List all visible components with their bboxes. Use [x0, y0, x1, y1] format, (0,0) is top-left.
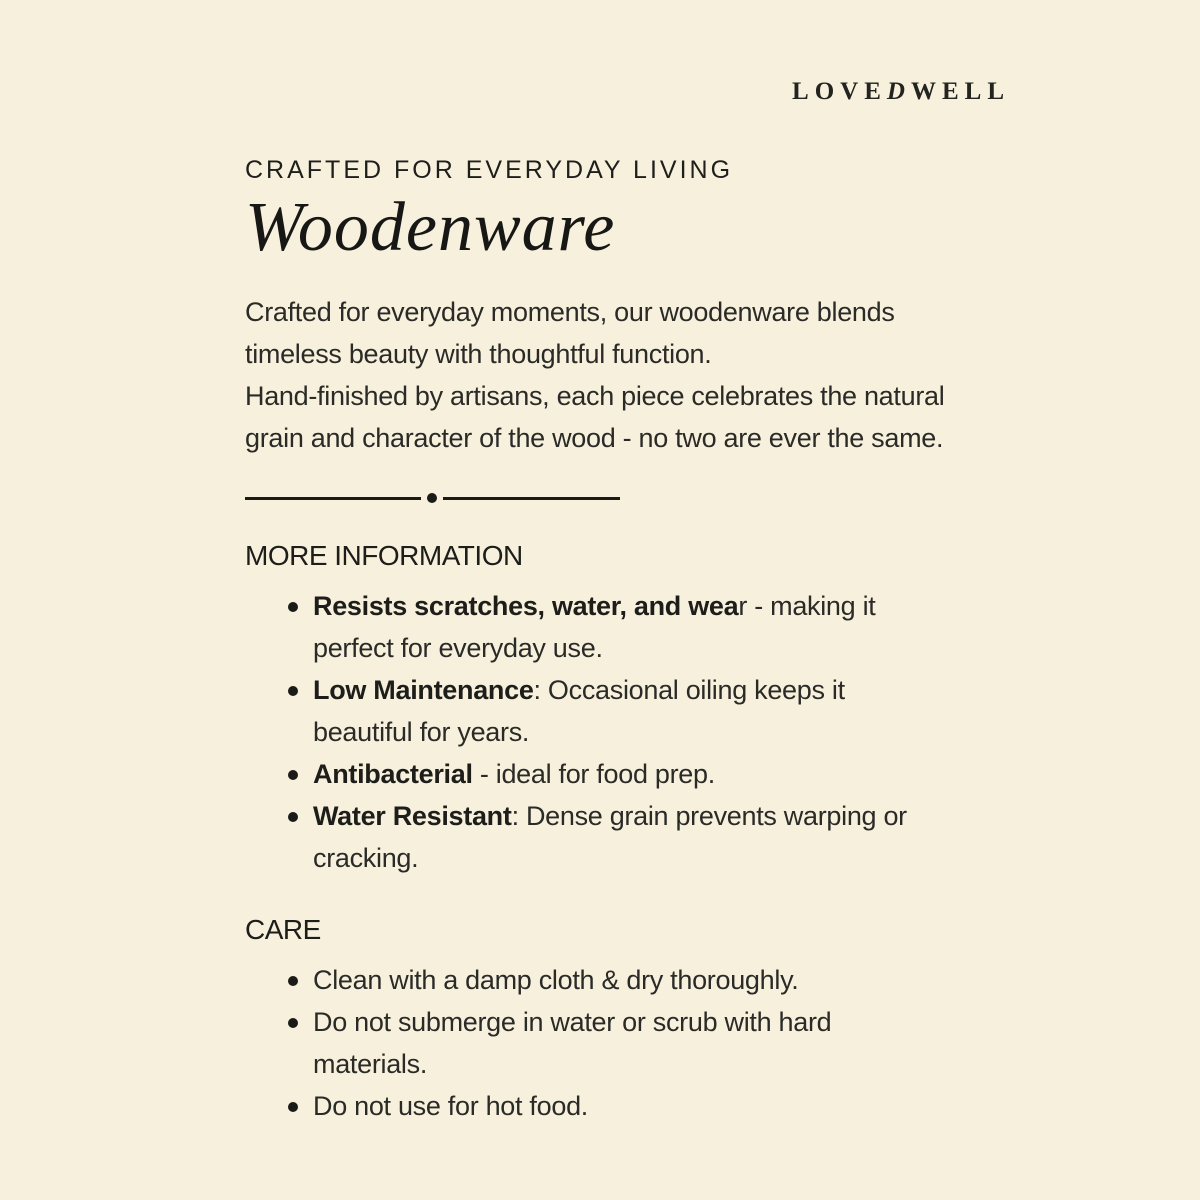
- brand-logo-part3: WELL: [910, 78, 1010, 105]
- section-heading-more-information: MORE INFORMATION: [245, 540, 523, 571]
- list-item-line: [313, 753, 1035, 795]
- list-item-text: r - making it: [738, 591, 876, 621]
- list-item-bold: Resists scratches, water, and wea: [313, 591, 739, 621]
- care-list: [245, 959, 1035, 1127]
- list-item: [245, 1001, 1035, 1085]
- list-item-text: Do not use for hot food.: [313, 1091, 588, 1121]
- list-item-bold: Water Resistant: [313, 801, 512, 831]
- list-item: [245, 585, 1035, 669]
- divider-line-right: [443, 497, 620, 500]
- list-item-line: perfect for everyday use.: [313, 633, 603, 663]
- list-item-line: [313, 1001, 1035, 1043]
- list-item-line: [313, 669, 1035, 711]
- list-item-line: [313, 1085, 1035, 1127]
- more-information-list: [245, 585, 1035, 879]
- divider-dot: [427, 493, 437, 503]
- intro-line: grain and character of the wood - no two are ever the same.: [245, 423, 944, 453]
- list-item-text: Do not submerge in water or scrub with hard: [313, 1007, 832, 1037]
- list-item: [245, 669, 1035, 753]
- list-item-text: : Occasional oiling keeps it: [533, 675, 845, 705]
- intro-line: Crafted for everyday moments, our woodenware blends: [245, 297, 895, 327]
- content-column: [245, 0, 1035, 1127]
- intro-paragraph: [245, 291, 1035, 459]
- list-item: [245, 795, 1035, 879]
- list-item: [245, 1085, 1035, 1127]
- list-item-text: Clean with a damp cloth & dry thoroughly.: [313, 965, 799, 995]
- list-item-line: [313, 795, 1035, 837]
- list-item-bold: Antibacterial: [313, 759, 473, 789]
- tagline: CRAFTED FOR EVERYDAY LIVING: [245, 156, 734, 184]
- list-item-line: cracking.: [313, 843, 419, 873]
- list-item-text: : Dense grain prevents warping or: [511, 801, 907, 831]
- line-dot-divider: [245, 493, 620, 503]
- list-item: [245, 753, 1035, 795]
- brand-logo-part1: LOVE: [792, 78, 887, 105]
- list-item-line: [313, 959, 1035, 1001]
- list-item-bold: Low Maintenance: [313, 675, 534, 705]
- page-title: Woodenware: [245, 189, 616, 266]
- brand-logo-part2: D: [886, 78, 911, 105]
- list-item-text: - ideal for food prep.: [472, 759, 715, 789]
- intro-line: Hand-finished by artisans, each piece celebrates the natural: [245, 381, 945, 411]
- section-heading-care: CARE: [245, 914, 321, 945]
- intro-line: timeless beauty with thoughtful function.: [245, 339, 712, 369]
- list-item-line: beautiful for years.: [313, 717, 530, 747]
- divider-line-left: [245, 497, 421, 500]
- list-item-line: materials.: [313, 1049, 428, 1079]
- list-item: [245, 959, 1035, 1001]
- list-item-line: [313, 585, 1035, 627]
